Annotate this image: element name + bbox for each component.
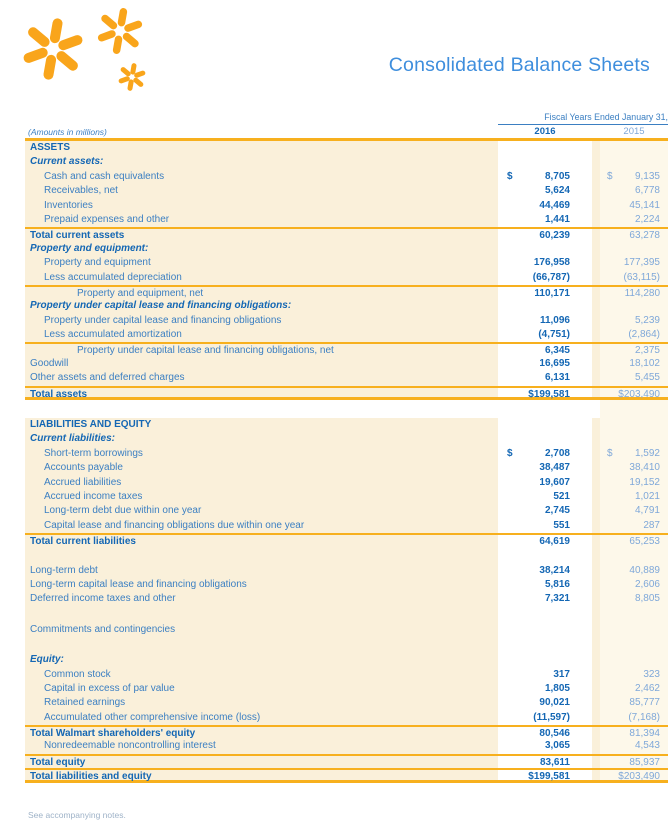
value-2016: 5,624 (498, 184, 592, 198)
balance-row (25, 371, 668, 385)
balance-row (25, 285, 668, 299)
value-2016 (498, 548, 592, 564)
value-2015: $203,490 (600, 388, 668, 397)
row-label: Other assets and deferred charges (30, 372, 185, 384)
value-2016: 38,214 (498, 564, 592, 578)
column-gap (592, 519, 600, 533)
balance-row (25, 519, 668, 533)
balance-row (25, 314, 668, 328)
column-gap (592, 418, 600, 432)
balance-row (25, 299, 668, 313)
balance-row (25, 328, 668, 342)
row-label: ASSETS (30, 142, 71, 153)
value-2016: 44,469 (498, 199, 592, 213)
dollar-sign: $ (507, 447, 513, 459)
row-label (25, 548, 498, 564)
column-gap (592, 170, 600, 184)
value-2016: (4,751) (498, 328, 592, 342)
row-label: Short-term borrowings (44, 447, 143, 459)
row-label: Commitments and contingencies (30, 623, 176, 635)
value-2016: 3,065 (498, 739, 592, 753)
value-2015 (600, 623, 668, 637)
value-2016 (498, 141, 592, 155)
column-gap (592, 578, 600, 592)
balance-row (25, 504, 668, 518)
column-gap (592, 490, 600, 504)
row-label: Current liabilities: (30, 433, 116, 445)
balance-row (25, 342, 668, 356)
value-2015: (2,864) (600, 328, 668, 342)
balance-row (25, 653, 668, 667)
column-gap (592, 504, 600, 518)
row-label: Total current liabilities (30, 536, 136, 548)
row-label: Current assets: (30, 156, 104, 168)
value-2015 (600, 141, 668, 155)
row-label: Accounts payable (44, 462, 123, 474)
balance-row (25, 668, 668, 682)
value-2016 (498, 242, 592, 256)
column-gap (592, 682, 600, 696)
row-label: Long-term debt (30, 564, 98, 576)
value-2015: $203,490 (600, 770, 668, 779)
balance-row (25, 170, 668, 184)
value-2015: 4,543 (600, 739, 668, 753)
row-label: Total equity (30, 756, 86, 768)
value-2016 (498, 653, 592, 667)
value-2016 (498, 432, 592, 446)
balance-row (25, 476, 668, 490)
row-label: Common stock (44, 668, 111, 680)
row-label: Total current assets (30, 230, 125, 242)
balance-row (25, 447, 668, 461)
row-label: Long-term capital lease and financing obligations (30, 578, 247, 590)
value-2016: (11,597) (498, 711, 592, 725)
value-2015: 2,224 (600, 213, 668, 227)
value-2016 (498, 400, 592, 418)
value-2015: 287 (600, 519, 668, 533)
value-2015 (600, 242, 668, 256)
balance-row (25, 256, 668, 270)
value-2015: 81,394 (600, 727, 668, 739)
column-gap (592, 141, 600, 155)
row-label: Goodwill (30, 357, 69, 369)
value-2016: 317 (498, 668, 592, 682)
value-2016: 60,239 (498, 229, 592, 241)
column-gap (592, 461, 600, 475)
value-2015: $ 9,135 (600, 170, 668, 184)
column-gap (592, 623, 600, 637)
value-2015 (600, 400, 668, 418)
value-2016 (498, 607, 592, 623)
column-gap (592, 199, 600, 213)
balance-row (25, 418, 668, 432)
value-2015: 323 (600, 668, 668, 682)
column-gap (592, 564, 600, 578)
value-2016 (498, 637, 592, 653)
balance-row (25, 768, 668, 782)
row-label: Property and equipment: (30, 242, 149, 254)
balance-row (25, 213, 668, 227)
column-gap (592, 287, 600, 299)
row-label: Deferred income taxes and other (30, 593, 176, 605)
balance-row (25, 623, 668, 637)
value-2015: 2,606 (600, 578, 668, 592)
value-2015: 85,777 (600, 696, 668, 710)
row-label: Capital in excess of par value (44, 682, 175, 694)
balance-row (25, 155, 668, 169)
balance-row (25, 461, 668, 475)
value-2015: 65,253 (600, 535, 668, 547)
row-label: Property and equipment (44, 257, 151, 269)
column-gap (592, 271, 600, 285)
balance-row (25, 357, 668, 371)
value-2015: 177,395 (600, 256, 668, 270)
value-2016: (66,787) (498, 271, 592, 285)
amounts-note: (Amounts in millions) (28, 127, 107, 137)
row-label: Total liabilities and equity (30, 771, 152, 783)
value-2016: 64,619 (498, 535, 592, 547)
row-label: Accumulated other comprehensive income (loss) (44, 711, 261, 723)
row-label: Property and equipment, net (77, 287, 204, 299)
value-2016: 521 (498, 490, 592, 504)
spacer-row (25, 548, 668, 564)
column-header-row (25, 125, 668, 141)
column-gap (592, 357, 600, 371)
value-2015: 18,102 (600, 357, 668, 371)
column-gap (592, 637, 600, 653)
balance-row (25, 578, 668, 592)
value-2016: 80,546 (498, 727, 592, 739)
row-label: Less accumulated amortization (44, 329, 182, 341)
row-label: Prepaid expenses and other (44, 213, 170, 225)
column-gap (592, 256, 600, 270)
value-2016: 38,487 (498, 461, 592, 475)
column-gap (592, 476, 600, 490)
balance-row (25, 725, 668, 739)
value-2015: 85,937 (600, 756, 668, 768)
value-2015: 4,791 (600, 504, 668, 518)
balance-row (25, 227, 668, 241)
value-2015: 8,805 (600, 592, 668, 606)
value-2015 (600, 155, 668, 169)
dollar-sign: $ (507, 170, 513, 182)
column-gap (592, 535, 600, 547)
value-2016: $ 2,708 (498, 447, 592, 461)
page-title: Consolidated Balance Sheets (388, 54, 650, 76)
column-gap (592, 711, 600, 725)
value-2015: 45,141 (600, 199, 668, 213)
value-2016: 16,695 (498, 357, 592, 371)
balance-row (25, 533, 668, 547)
value-2016: 11,096 (498, 314, 592, 328)
walmart-spark-icon (25, 8, 155, 98)
balance-row (25, 271, 668, 285)
value-2015 (600, 653, 668, 667)
column-gap (592, 299, 600, 313)
balance-row (25, 739, 668, 753)
value-2015: 40,889 (600, 564, 668, 578)
value-2016: 1,441 (498, 213, 592, 227)
row-label: Capital lease and financing obligations due within one year (44, 519, 305, 531)
value-2015: 5,239 (600, 314, 668, 328)
column-gap (592, 371, 600, 385)
balance-row (25, 141, 668, 155)
value-2016: 551 (498, 519, 592, 533)
column-gap (592, 344, 600, 356)
value-2016: 6,345 (498, 344, 592, 356)
row-label: Total Walmart shareholders' equity (30, 728, 196, 740)
spacer-row (25, 400, 668, 418)
column-gap (592, 756, 600, 768)
table-body (25, 141, 668, 783)
column-gap (592, 242, 600, 256)
row-label: Property under capital lease and financing obligations (44, 314, 282, 326)
column-gap (592, 592, 600, 606)
value-2015: 2,375 (600, 344, 668, 356)
balance-row (25, 682, 668, 696)
value-2015: 6,778 (600, 184, 668, 198)
value-2015: 38,410 (600, 461, 668, 475)
row-label: Accrued income taxes (44, 490, 143, 502)
column-gap (592, 184, 600, 198)
column-gap (592, 696, 600, 710)
balance-row (25, 432, 668, 446)
column-gap (592, 213, 600, 227)
balance-row (25, 386, 668, 400)
column-gap (592, 727, 600, 739)
column-gap (592, 739, 600, 753)
row-label: Accrued liabilities (44, 476, 122, 488)
value-2016 (498, 418, 592, 432)
value-2015: 19,152 (600, 476, 668, 490)
value-2015: 1,021 (600, 490, 668, 504)
row-label: Inventories (44, 199, 93, 211)
row-label (25, 400, 498, 418)
row-label: Long-term debt due within one year (44, 505, 202, 517)
row-label: Property under capital lease and financing obligations: (30, 300, 292, 312)
value-2016: $199,581 (498, 770, 592, 779)
value-2016: 7,321 (498, 592, 592, 606)
balance-row (25, 184, 668, 198)
spacer-row (25, 607, 668, 623)
dollar-sign: $ (607, 170, 613, 182)
dollar-sign: $ (607, 447, 613, 459)
value-2016: 1,805 (498, 682, 592, 696)
balance-row (25, 564, 668, 578)
balance-row (25, 242, 668, 256)
value-2015 (600, 418, 668, 432)
column-gap (592, 314, 600, 328)
row-label: Receivables, net (44, 185, 118, 197)
row-label (25, 637, 498, 653)
column-gap (592, 653, 600, 667)
spacer-row (25, 637, 668, 653)
column-header-2016: 2016 (534, 126, 556, 137)
row-label: LIABILITIES AND EQUITY (30, 419, 152, 431)
balance-row (25, 490, 668, 504)
value-2015: 63,278 (600, 229, 668, 241)
row-label: Cash and cash equivalents (44, 170, 165, 182)
column-gap (592, 400, 600, 418)
value-2015: 2,462 (600, 682, 668, 696)
row-label: Property under capital lease and financing obligations, net (77, 345, 334, 357)
value-2015 (600, 607, 668, 623)
period-label: Fiscal Years Ended January 31, (498, 112, 668, 125)
balance-row (25, 754, 668, 768)
document-header (0, 0, 672, 105)
balance-row (25, 199, 668, 213)
value-2016: 90,021 (498, 696, 592, 710)
row-label: Nonredeemable noncontrolling interest (44, 740, 216, 752)
balance-row (25, 592, 668, 606)
value-2015: 5,455 (600, 371, 668, 385)
value-2016: $ 8,705 (498, 170, 592, 184)
row-label (25, 607, 498, 623)
value-2016: $199,581 (498, 388, 592, 397)
value-2016 (498, 155, 592, 169)
column-header-2015: 2015 (623, 126, 645, 137)
value-2016: 19,607 (498, 476, 592, 490)
column-gap (592, 388, 600, 397)
value-2015 (600, 637, 668, 653)
value-2016: 6,131 (498, 371, 592, 385)
column-gap (592, 432, 600, 446)
row-label: Retained earnings (44, 697, 126, 709)
value-2016: 83,611 (498, 756, 592, 768)
value-2015: 114,280 (600, 287, 668, 299)
value-2015: (7,168) (600, 711, 668, 725)
balance-row (25, 711, 668, 725)
column-gap (592, 229, 600, 241)
row-label: Less accumulated depreciation (44, 271, 182, 283)
value-2016: 110,171 (498, 287, 592, 299)
row-label: Total assets (30, 388, 88, 400)
value-2015: (63,115) (600, 271, 668, 285)
balance-sheet-table (25, 105, 668, 783)
period-header-row (25, 105, 668, 125)
column-gap (592, 447, 600, 461)
value-2016: 5,816 (498, 578, 592, 592)
value-2015 (600, 299, 668, 313)
value-2016: 176,958 (498, 256, 592, 270)
value-2016 (498, 299, 592, 313)
column-gap (592, 328, 600, 342)
column-gap (592, 548, 600, 564)
column-gap (592, 607, 600, 623)
value-2015 (600, 432, 668, 446)
row-label: Equity: (30, 654, 64, 666)
value-2015: $ 1,592 (600, 447, 668, 461)
column-gap (592, 155, 600, 169)
balance-row (25, 696, 668, 710)
column-gap (592, 770, 600, 779)
value-2016 (498, 623, 592, 637)
footnote: See accompanying notes. (28, 810, 126, 820)
value-2016: 2,745 (498, 504, 592, 518)
column-gap (592, 668, 600, 682)
value-2015 (600, 548, 668, 564)
